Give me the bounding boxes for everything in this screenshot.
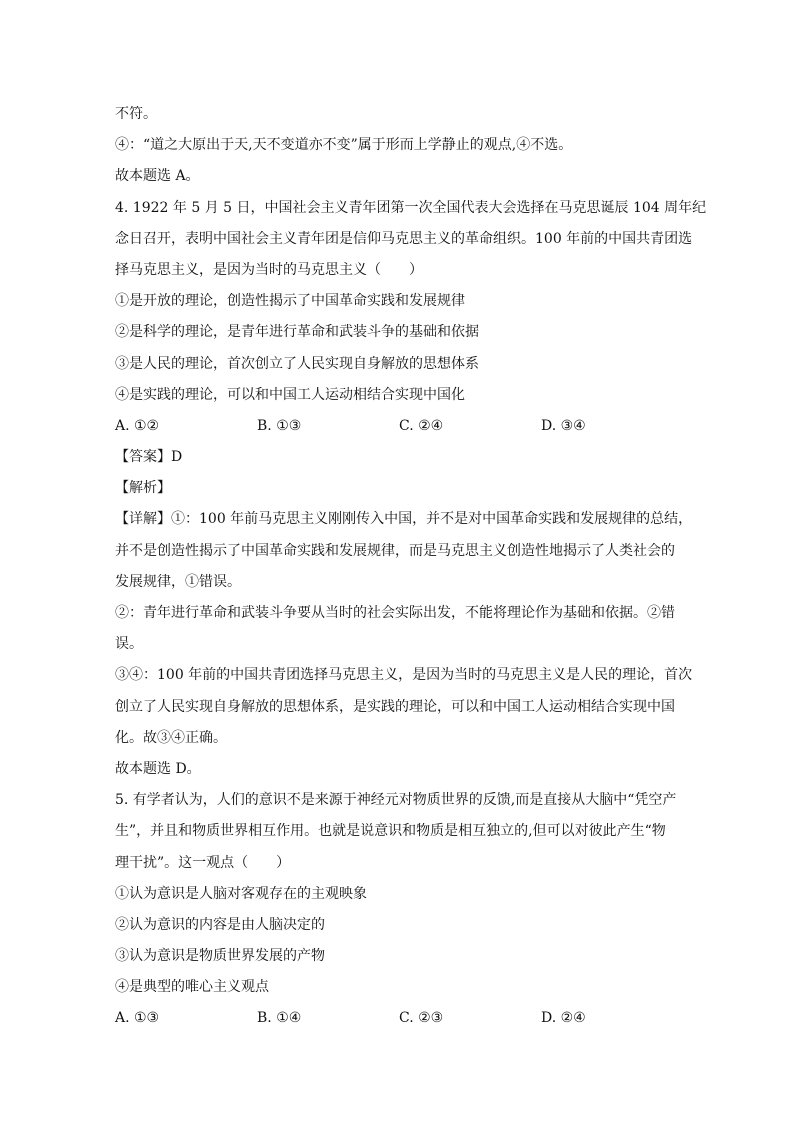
text-line: 故本题选 A。 (115, 168, 200, 185)
question-4 (115, 193, 707, 786)
answer-line: 【答案】D (115, 449, 183, 466)
analysis-line: 化。故③④正确。 (115, 729, 227, 746)
statement-item: ①认为意识是人脑对客观存在的主观映象 (115, 885, 367, 902)
choice-a: A. ①③ (115, 1010, 160, 1027)
statement-item: ①是开放的理论，创造性揭示了中国革命实践和发展规律 (115, 293, 465, 310)
choice-d: D. ②④ (541, 1010, 586, 1027)
statement-item: ④是典型的唯心主义观点 (115, 979, 269, 996)
text-line: ④：“道之大原出于天,天不变道亦不变”属于形而上学静止的观点,④不选。 (115, 137, 573, 154)
statement-item: ④是实践的理论，可以和中国工人运动相结合实现中国化 (115, 386, 465, 403)
analysis-line: 故本题选 D。 (115, 760, 201, 777)
question-stem-line: 4. 1922 年 5 月 5 日，中国社会主义青年团第一次全国代表大会选择在马克思诞辰 104 周年纪 (115, 199, 707, 216)
analysis-label: 【解析】 (115, 480, 171, 497)
question-5 (115, 785, 683, 1035)
analysis-line: 误。 (115, 636, 143, 653)
analysis-line: ③④：100 年前的中国共青团选择马克思主义，是因为当时的马克思主义是人民的理论，首次 (115, 667, 693, 684)
question-stem-line: 5. 有学者认为，人们的意识不是来源于神经元对物质世界的反馈,而是直接从大脑中“凭空产 (115, 792, 677, 809)
text-line: 不符。 (115, 106, 157, 122)
analysis-line: ②：青年进行革命和武装斗争要从当时的社会实际出发，不能将理论作为基础和依据。②错 (115, 605, 675, 621)
answer-choices (115, 1003, 683, 1034)
choice-a: A. ①② (115, 417, 160, 434)
question-stem-line: 生”，并且和物质世界相互作用。也就是说意识和物质是相互独立的,但可以对彼此产生“物 (115, 823, 666, 840)
analysis-line: 创立了人民实现自身解放的思想体系，是实践的理论，可以和中国工人运动相结合实现中国 (115, 698, 675, 715)
choice-c: C. ②④ (399, 417, 444, 434)
document-content (115, 99, 707, 1035)
analysis-line: 并不是创造性揭示了中国革命实践和发展规律，而是马克思主义创造性地揭示了人类社会的 (115, 542, 675, 559)
question-stem-line: 念日召开，表明中国社会主义青年团是信仰马克思主义的革命组织。100 年前的中国共青团选 (115, 230, 693, 247)
choice-c: C. ②③ (399, 1010, 444, 1027)
choice-b: B. ①③ (257, 417, 302, 434)
statement-item: ②是科学的理论，是青年进行革命和武装斗争的基础和依据 (115, 324, 479, 341)
statement-item: ③认为意识是物质世界发展的产物 (115, 948, 325, 965)
answer-choices (115, 411, 683, 442)
analysis-line: 发展规律，①错误。 (115, 573, 241, 590)
question-stem-line: 择马克思主义，是因为当时的马克思主义（ ） (115, 261, 423, 278)
analysis-line: 【详解】①：100 年前马克思主义刚刚传入中国，并不是对中国革命实践和发展规律的总结， (115, 511, 693, 528)
choice-d: D. ③④ (541, 417, 586, 434)
statement-item: ②认为意识的内容是由人脑决定的 (115, 916, 325, 933)
choice-b: B. ①④ (257, 1010, 302, 1027)
statement-item: ③是人民的理论，首次创立了人民实现自身解放的思想体系 (115, 355, 479, 372)
question-stem-line: 理干扰”。这一观点（ ） (115, 854, 291, 871)
